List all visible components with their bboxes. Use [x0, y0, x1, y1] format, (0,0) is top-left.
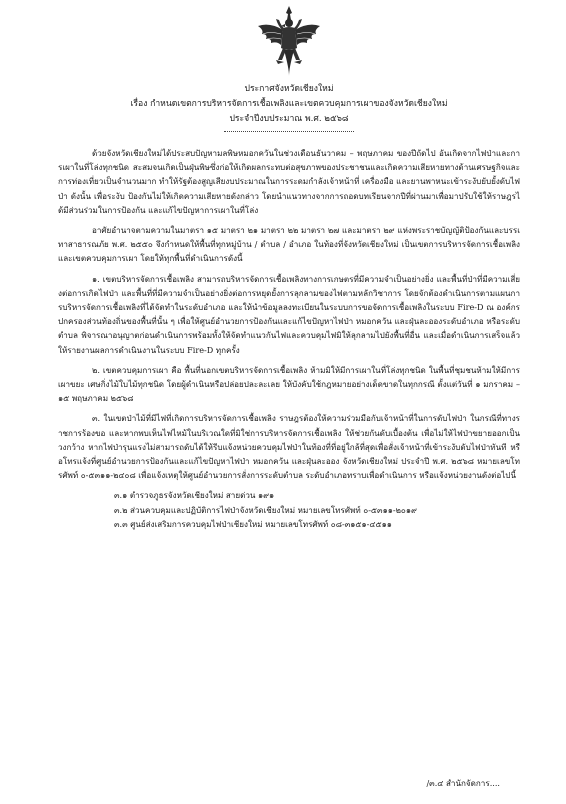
- garuda-emblem-icon: [254, 4, 324, 78]
- paragraph-fuel-management-zone: ๑. เขตบริหารจัดการเชื้อเพลิง สามารถบริหารจัดการเชื้อเพลิงทางการเกษตรที่มีความจำเป็นอย่างยิ่ง และพื้นที่ป่าที่มีความเสี่ยงต่อการเกิดไฟป่า และพื้นที่ที่มีความจำเป็นอย่างยิ่งต่อการหยุดยั้งการลุกลามของไฟตามหลักวิชาการ โดยจักต้องดำเนินการตามแผนการบริหารจัดการเชื้อเพลิงที่ได้จัดทำในระดับอำเภอ และให้นำข้อมูลลงทะเบียนในระบบการขอจัดการเชื้อเพลิงในระบบ Fire-D ณ องค์กรปกครองส่วนท้องถิ่นของพื้นที่นั้น ๆ เพื่อให้ศูนย์อำนวยการป้องกันและแก้ไขปัญหาไฟป่า หมอกควัน และฝุ่นละอองระดับอำเภอ หรือระดับตำบล พิจารณาอนุญาตก่อนดำเนินการพร้อมทั้งให้จัดทำแนวกันไฟและควบคุมไฟมิให้ลุกลามไปยังพื้นที่อื่น และเมื่อดำเนินการเสร็จแล้วให้รายงานผลการดำเนินงานในระบบ Fire-D ทุกครั้ง: [58, 273, 520, 355]
- contact-item: ๓.๓ ศูนย์ส่งเสริมการควบคุมไฟป่าเชียงใหม่ หมายเลขโทรศัพท์ ๐๘-๓๑๕๑-๔๕๑๑: [114, 518, 392, 529]
- subject-line: เรื่อง กำหนดเขตการบริหารจัดการเชื้อเพลิงและเขตควบคุมการเผาของจังหวัดเชียงใหม่: [130, 99, 448, 109]
- document-page: [0, 4, 566, 804]
- heading-block: [58, 82, 520, 127]
- paragraph-legal-authority: อาศัยอำนาจตามความในมาตรา ๑๕ มาตรา ๒๑ มาตรา ๒๒ มาตรา ๒๗ และมาตรา ๒๙ แห่งพระราชบัญญัติป้องกันและบรรเทาสาธารณภัย พ.ศ. ๒๕๕๐ จึงกำหนดให้พื้นที่ทุกหมู่บ้าน / ตำบล / อำเภอ ในท้องที่จังหวัดเชียงใหม่ เป็นเขตการบริหารจัดการเชื้อเพลิงและเขตควบคุมการเผา โดยให้ทุกพื้นที่ดำเนินการดังนี้: [58, 225, 520, 264]
- fiscal-year-line: ประจำปีงบประมาณ พ.ศ. ๒๕๖๘: [229, 114, 349, 124]
- paragraph-forest-fire-cooperation: ๓. ในเขตป่าไม้ที่มีไฟที่เกิดการบริหารจัดการเชื้อเพลิง ราษฎรต้องให้ความร่วมมือกับเจ้าหน้าที่ในการดับไฟป่า ในกรณีที่ทางราชการร้องขอ และหากพบเห็นไฟไหม้ในบริเวณใดที่มิใช่การบริหารจัดการเชื้อเพลิง ให้ช่วยกันดับเบื้องต้น เพื่อไม่ให้ไฟป่าขยายออกเป็นวงกว้าง หากไฟป่ารุนแรงไม่สามารถดับได้ให้รีบแจ้งหน่วยควบคุมไฟป่าในท้องที่ที่อยู่ใกล้ที่สุดเพื่อสั่งเจ้าหน้าที่เข้าระงับดับไฟป่าทันที หรือโทรแจ้งที่ศูนย์อำนวยการป้องกันและแก้ไขปัญหาไฟป่า หมอกควัน และฝุ่นละออง จังหวัดเชียงใหม่ ประจำปี พ.ศ. ๒๕๖๘ หมายเลขโทรศัพท์ ๐-๕๓๑๑-๒๔๐๘ เพื่อแจ้งเหตุให้ศูนย์อำนวยการสั่งการระดับตำบล ระดับอำเภอทราบเพื่อดำเนินการ หรือแจ้งหน่วยงานดังต่อไปนี้: [58, 413, 520, 481]
- contact-item: ๓.๒ ส่วนควบคุมและปฏิบัติการไฟป่าจังหวัดเชียงใหม่ หมายเลขโทรศัพท์ ๐-๕๓๑๑-๒๐๑๙: [114, 504, 417, 515]
- dotted-divider: [224, 131, 354, 132]
- paragraph-burn-control-zone: ๒. เขตควบคุมการเผา คือ พื้นที่นอกเขตบริหารจัดการเชื้อเพลิง ห้ามมิให้มีการเผาในที่โล่งทุกชนิด ในพื้นที่ชุมชนห้ามให้มีการเผาขยะ เศษกิ่งไม้ใบไม้ทุกชนิด โดยผู้ดำเนินหรือปล่อยปละละเลย ให้บังคับใช้กฎหมายอย่างเด็ดขาดในทุกกรณี ตั้งแต่วันที่ ๑ มกราคม – ๑๕ พฤษภาคม ๒๕๖๘: [58, 364, 520, 404]
- announcement-title: ประกาศจังหวัดเชียงใหม่: [244, 84, 334, 94]
- document-body: [58, 146, 520, 531]
- contact-item: ๓.๑ ตำรวจภูธรจังหวัดเชียงใหม่ สายด่วน ๑๙๑: [114, 490, 275, 501]
- paragraph-intro: ด้วยจังหวัดเชียงใหม่ได้ประสบปัญหามลพิษหมอกควันในช่วงเดือนธันวาคม – พฤษภาคม ของปีถัดไป อันเกิดจากไฟป่าและการเผาในที่โล่งทุกชนิด สะสมจนเกิดเป็นฝุ่นพิษซึ่งก่อให้เกิดผลกระทบต่อสุขภาพของประชาชนและเกิดความเสียหายทางด้านเศรษฐกิจและการท่องเที่ยวเป็นจำนวนมาก ทำให้รัฐต้องสูญเสียงบประมาณในการระดมกำลังเจ้าหน้าที่ เครื่องมือ และยานพาหนะเข้าระงับยับยั้งดับไฟป่า ดังนั้น เพื่อระงับ ป้องกันไม่ให้เกิดความเสียหายดังกล่าว โดยนำแนวทางจากการถอดบทเรียนจากปีที่ผ่านมาเพื่อมาปรับใช้ให้ราษฎรได้มีส่วนร่วมในการป้องกัน และแก้ไขปัญหาการเผาในที่โล่ง: [58, 148, 520, 215]
- continued-marker: /๓.๔ สำนักจัดการ....: [426, 778, 500, 788]
